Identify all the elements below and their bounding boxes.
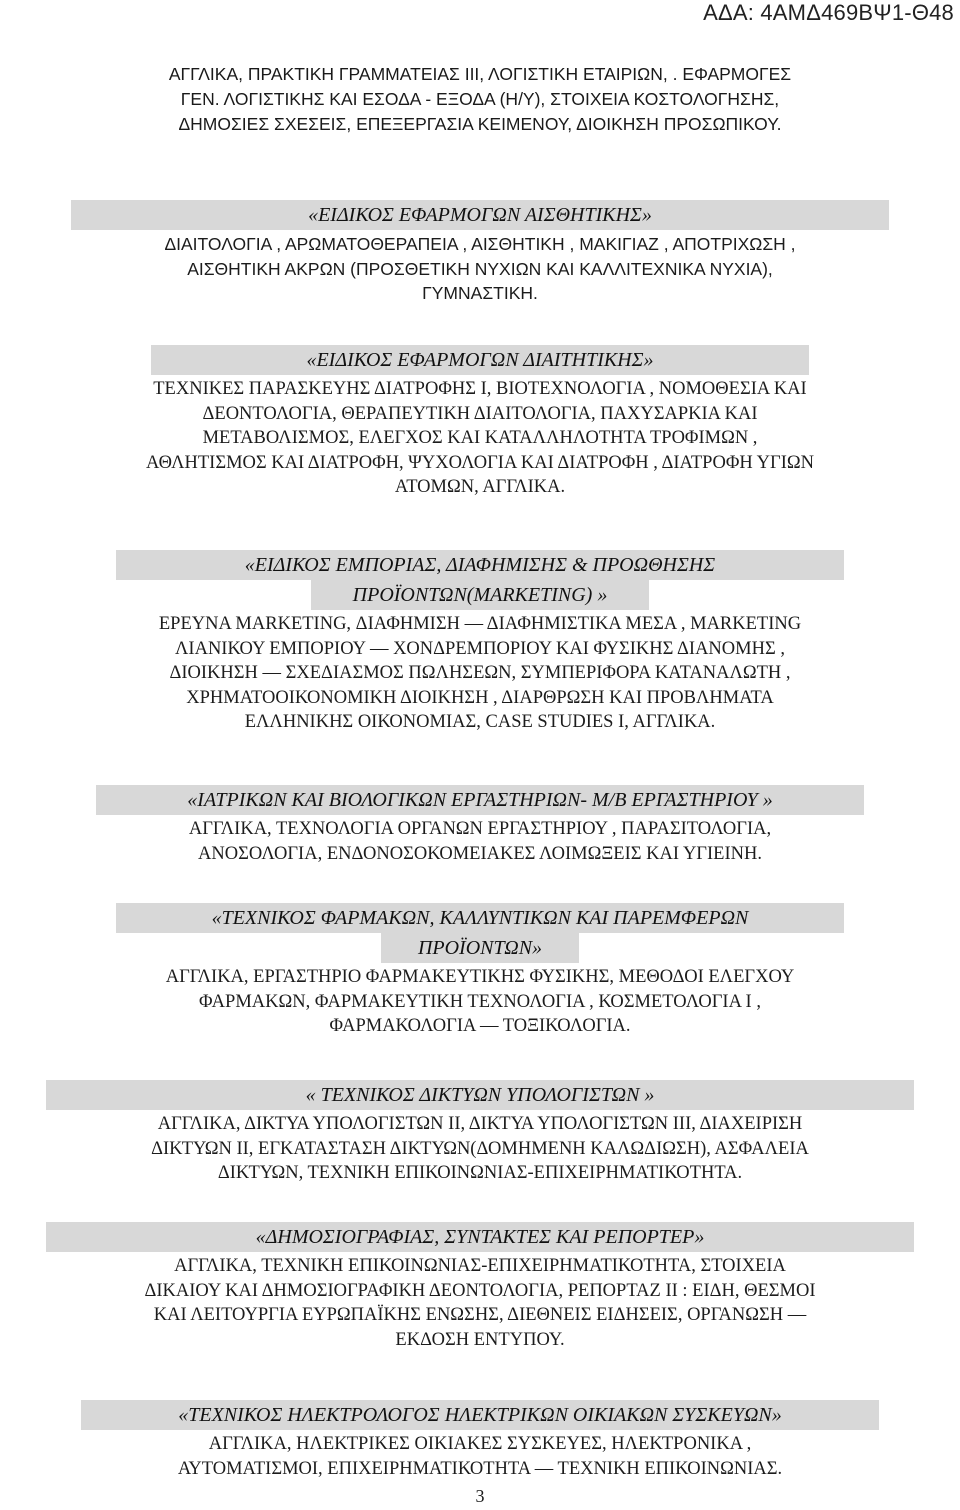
body-line: ΤΕΧΝΙΚΕΣ ΠΑΡΑΣΚΕΥΗΣ ΔΙΑΤΡΟΦΗΣ Ι, ΒΙΟΤΕΧΝΟΛΟΓΙΑ , ΝΟΜΟΘΕΣΙΑ ΚΑΙ xyxy=(153,379,807,399)
section-electrician xyxy=(0,1400,960,1481)
body-line: ΑΓΓΛΙΚΑ, ΗΛΕΚΤΡΙΚΕΣ ΟΙΚΙΑΚΕΣ ΣΥΣΚΕΥΕΣ, ΗΛΕΚΤΡΟΝΙΚΑ , xyxy=(208,1434,752,1454)
body-line: ΓΥΜΝΑΣΤΙΚΗ. xyxy=(422,283,538,303)
body-line: ΦΑΡΜΑΚΟΛΟΓΙΑ — ΤΟΞΙΚΟΛΟΓΙΑ. xyxy=(329,1016,631,1036)
section-heading: «ΕΙΔΙΚΟΣ ΕΦΑΡΜΟΓΩΝ ΔΙΑΙΤΗΤΙΚΗΣ» xyxy=(151,345,809,375)
body-line: ΑΙΣΘΗΤΙΚΗ ΑΚΡΩΝ (ΠΡΟΣΘΕΤΙΚΗ ΝΥΧΙΩΝ ΚΑΙ ΚΑΛΛΙΤΕΧΝΙΚΑ ΝΥΧΙΑ), xyxy=(187,258,773,279)
body-line: ΕΡΕΥΝΑ MARKETING, ΔΙΑΦΗΜΙΣΗ — ΔΙΑΦΗΜΙΣΤΙΚΑ ΜΕΣΑ , MARKETING xyxy=(158,614,802,634)
section-dietetics xyxy=(0,345,960,500)
body-line: ΑΓΓΛΙΚΑ, ΤΕΧΝΟΛΟΓΙΑ ΟΡΓΑΝΩΝ ΕΡΓΑΣΤΗΡΙΟΥ , ΠΑΡΑΣΙΤΟΛΟΓΙΑ, xyxy=(188,819,772,839)
body-line: ΔΕΟΝΤΟΛΟΓΙΑ, ΘΕΡΑΠΕΥΤΙΚΗ ΔΙΑΙΤΟΛΟΓΙΑ, ΠΑΧΥΣΑΡΚΙΑ ΚΑΙ xyxy=(202,403,758,424)
body-line: ΑΓΓΛΙΚΑ, ΔΙΚΤΥΑ ΥΠΟΛΟΓΙΣΤΩΝ ΙΙ, ΔΙΚΤΥΑ ΥΠΟΛΟΓΙΣΤΩΝ ΙΙΙ, ΔΙΑΧΕΙΡΙΣΗ xyxy=(157,1114,803,1134)
section-body xyxy=(0,965,960,1039)
section-body xyxy=(0,1112,960,1186)
body-line: ΕΛΛΗΝΙΚΗΣ ΟΙΚΟΝΟΜΙΑΣ, CASE STUDIES Ι, ΑΓΓΛΙΚΑ. xyxy=(244,712,716,732)
body-line: ΑΤΟΜΩΝ, ΑΓΓΛΙΚΑ. xyxy=(394,477,566,497)
section-marketing xyxy=(0,550,960,735)
body-line: ΑΥΤΟΜΑΤΙΣΜΟΙ, ΕΠΙΧΕΙΡΗΜΑΤΙΚΟΤΗΤΑ — ΤΕΧΝΙΚΗ ΕΠΙΚΟΙΝΩΝΙΑΣ. xyxy=(177,1458,783,1479)
section-heading: «ΤΕΧΝΙΚΟΣ ΗΛΕΚΤΡΟΛΟΓΟΣ ΗΛΕΚΤΡΙΚΩΝ ΟΙΚΙΑΚΩΝ ΣΥΣΚΕΥΩΝ» xyxy=(81,1400,879,1430)
section-body xyxy=(0,1432,960,1481)
section-heading: «ΙΑΤΡΙΚΩΝ ΚΑΙ ΒΙΟΛΟΓΙΚΩΝ ΕΡΓΑΣΤΗΡΙΩΝ- Μ/Β ΕΡΓΑΣΤΗΡΙΟΥ » xyxy=(96,785,864,815)
section-body xyxy=(0,232,960,306)
section-heading: «ΔΗΜΟΣΙΟΓΡΑΦΙΑΣ, ΣΥΝΤΑΚΤΕΣ ΚΑΙ ΡΕΠΟΡΤΕΡ» xyxy=(46,1222,914,1252)
section-heading: «ΤΕΧΝΙΚΟΣ ΦΑΡΜΑΚΩΝ, ΚΑΛΛΥΝΤΙΚΩΝ ΚΑΙ ΠΑΡΕΜΦΕΡΩΝ xyxy=(116,903,844,933)
intro-line: ΔΗΜΟΣΙΕΣ ΣΧΕΣΕΙΣ, ΕΠΕΞΕΡΓΑΣΙΑ ΚΕΙΜΕΝΟΥ, ΔΙΟΙΚΗΣΗ ΠΡΟΣΩΠΙΚΟΥ. xyxy=(178,114,782,134)
body-line: ΑΝΟΣΟΛΟΓΙΑ, ΕΝΔΟΝΟΣΟΚΟΜΕΙΑΚΕΣ ΛΟΙΜΩΞΕΙΣ ΚΑΙ ΥΓΙΕΙΝΗ. xyxy=(198,843,762,864)
intro-line: ΓΕΝ. ΛΟΓΙΣΤΙΚΗΣ ΚΑΙ ΕΣΟΔΑ - ΕΞΟΔΑ (Η/Υ), ΣΤΟΙΧΕΙΑ ΚΟΣΤΟΛΟΓΗΣΗΣ, xyxy=(180,89,780,109)
section-networks xyxy=(0,1080,960,1186)
body-line: ΦΑΡΜΑΚΩΝ, ΦΑΡΜΑΚΕΥΤΙΚΗ ΤΕΧΝΟΛΟΓΙΑ , ΚΟΣΜΕΤΟΛΟΓΙΑ Ι , xyxy=(199,991,761,1012)
section-heading: «ΕΙΔΙΚΟΣ ΕΦΑΡΜΟΓΩΝ ΑΙΣΘΗΤΙΚΗΣ» xyxy=(71,200,889,230)
body-line: ΔΙΚΑΙΟΥ ΚΑΙ ΔΗΜΟΣΙΟΓΡΑΦΙΚΗ ΔΕΟΝΤΟΛΟΓΙΑ, ΡΕΠΟΡΤΑΖ ΙΙ : ΕΙΔΗ, ΘΕΣΜΟΙ xyxy=(144,1280,816,1301)
section-heading: ΠΡΟΪΟΝΤΩΝ» xyxy=(381,933,579,963)
section-body xyxy=(0,612,960,735)
section-heading: « ΤΕΧΝΙΚΟΣ ΔΙΚΤΥΩΝ ΥΠΟΛΟΓΙΣΤΩΝ » xyxy=(46,1080,914,1110)
section-body xyxy=(0,817,960,866)
ada-code: ΑΔΑ: 4ΑΜΔ469ΒΨ1-Θ48 xyxy=(703,0,954,25)
body-line: ΔΙΟΙΚΗΣΗ — ΣΧΕΔΙΑΣΜΟΣ ΠΩΛΗΣΕΩΝ, ΣΥΜΠΕΡΙΦΟΡΑ ΚΑΤΑΝΑΛΩΤΗ , xyxy=(169,663,791,683)
body-line: ΔΙΚΤΥΩΝ ΙΙ, ΕΓΚΑΤΑΣΤΑΣΗ ΔΙΚΤΥΩΝ(ΔΟΜΗΜΕΝΗ ΚΑΛΩΔΙΩΣΗ), ΑΣΦΑΛΕΙΑ xyxy=(151,1138,809,1159)
body-line: ΧΡΗΜΑΤΟΟΙΚΟΝΟΜΙΚΗ ΔΙΟΙΚΗΣΗ , ΔΙΑΡΘΡΩΣΗ ΚΑΙ ΠΡΟΒΛΗΜΑΤΑ xyxy=(186,687,774,708)
intro-paragraph xyxy=(0,62,960,137)
section-journalism xyxy=(0,1222,960,1352)
body-line: ΑΓΓΛΙΚΑ, ΕΡΓΑΣΤΗΡΙΟ ΦΑΡΜΑΚΕΥΤΙΚΗΣ ΦΥΣΙΚΗΣ, ΜΕΘΟΔΟΙ ΕΛΕΓΧΟΥ xyxy=(165,967,795,987)
section-aesthetics xyxy=(0,200,960,306)
body-line: ΔΙΑΙΤΟΛΟΓΙΑ , ΑΡΩΜΑΤΟΘΕΡΑΠΕΙΑ , ΑΙΣΘΗΤΙΚΗ , ΜΑΚΙΓΙΑΖ , ΑΠΟΤΡΙΧΩΣΗ , xyxy=(164,234,796,254)
body-line: ΕΚΔΟΣΗ ΕΝΤΥΠΟΥ. xyxy=(395,1329,565,1350)
page-number: 3 xyxy=(475,1486,485,1506)
intro-line: ΑΓΓΛΙΚΑ, ΠΡΑΚΤΙΚΗ ΓΡΑΜΜΑΤΕΙΑΣ ΙΙΙ, ΛΟΓΙΣΤΙΚΗ ΕΤΑΙΡΙΩΝ, . ΕΦΑΡΜΟΓΕΣ xyxy=(168,64,792,84)
section-medical-labs xyxy=(0,785,960,866)
section-body xyxy=(0,1254,960,1352)
body-line: ΑΘΛΗΤΙΣΜΟΣ ΚΑΙ ΔΙΑΤΡΟΦΗ, ΨΥΧΟΛΟΓΙΑ ΚΑΙ ΔΙΑΤΡΟΦΗ , ΔΙΑΤΡΟΦΗ ΥΓΙΩΝ xyxy=(146,452,814,473)
section-pharmacy xyxy=(0,903,960,1039)
body-line: ΛΙΑΝΙΚΟΥ ΕΜΠΟΡΙΟΥ — ΧΟΝΔΡΕΜΠΟΡΙΟΥ ΚΑΙ ΦΥΣΙΚΗΣ ΔΙΑΝΟΜΗΣ , xyxy=(175,638,785,659)
body-line: ΚΑΙ ΛΕΙΤΟΥΡΓΙΑ ΕΥΡΩΠΑΪΚΗΣ ΕΝΩΣΗΣ, ΔΙΕΘΝΕΙΣ ΕΙΔΗΣΕΙΣ, ΟΡΓΑΝΩΣΗ — xyxy=(153,1305,807,1325)
section-heading: «ΕΙΔΙΚΟΣ ΕΜΠΟΡΙΑΣ, ΔΙΑΦΗΜΙΣΗΣ & ΠΡΟΩΘΗΣΗΣ xyxy=(116,550,844,580)
body-line: ΔΙΚΤΥΩΝ, ΤΕΧΝΙΚΗ ΕΠΙΚΟΙΝΩΝΙΑΣ-ΕΠΙΧΕΙΡΗΜΑΤΙΚΟΤΗΤΑ. xyxy=(217,1163,743,1183)
section-body xyxy=(0,377,960,500)
section-heading: ΠΡΟΪΟΝΤΩΝ(MARKETING) » xyxy=(311,580,649,610)
body-line: ΜΕΤΑΒΟΛΙΣΜΟΣ, ΕΛΕΓΧΟΣ ΚΑΙ ΚΑΤΑΛΛΗΛΟΤΗΤΑ ΤΡΟΦΙΜΩΝ , xyxy=(202,428,758,448)
body-line: ΑΓΓΛΙΚΑ, ΤΕΧΝΙΚΗ ΕΠΙΚΟΙΝΩΝΙΑΣ-ΕΠΙΧΕΙΡΗΜΑΤΙΚΟΤΗΤΑ, ΣΤΟΙΧΕΙΑ xyxy=(174,1256,786,1276)
